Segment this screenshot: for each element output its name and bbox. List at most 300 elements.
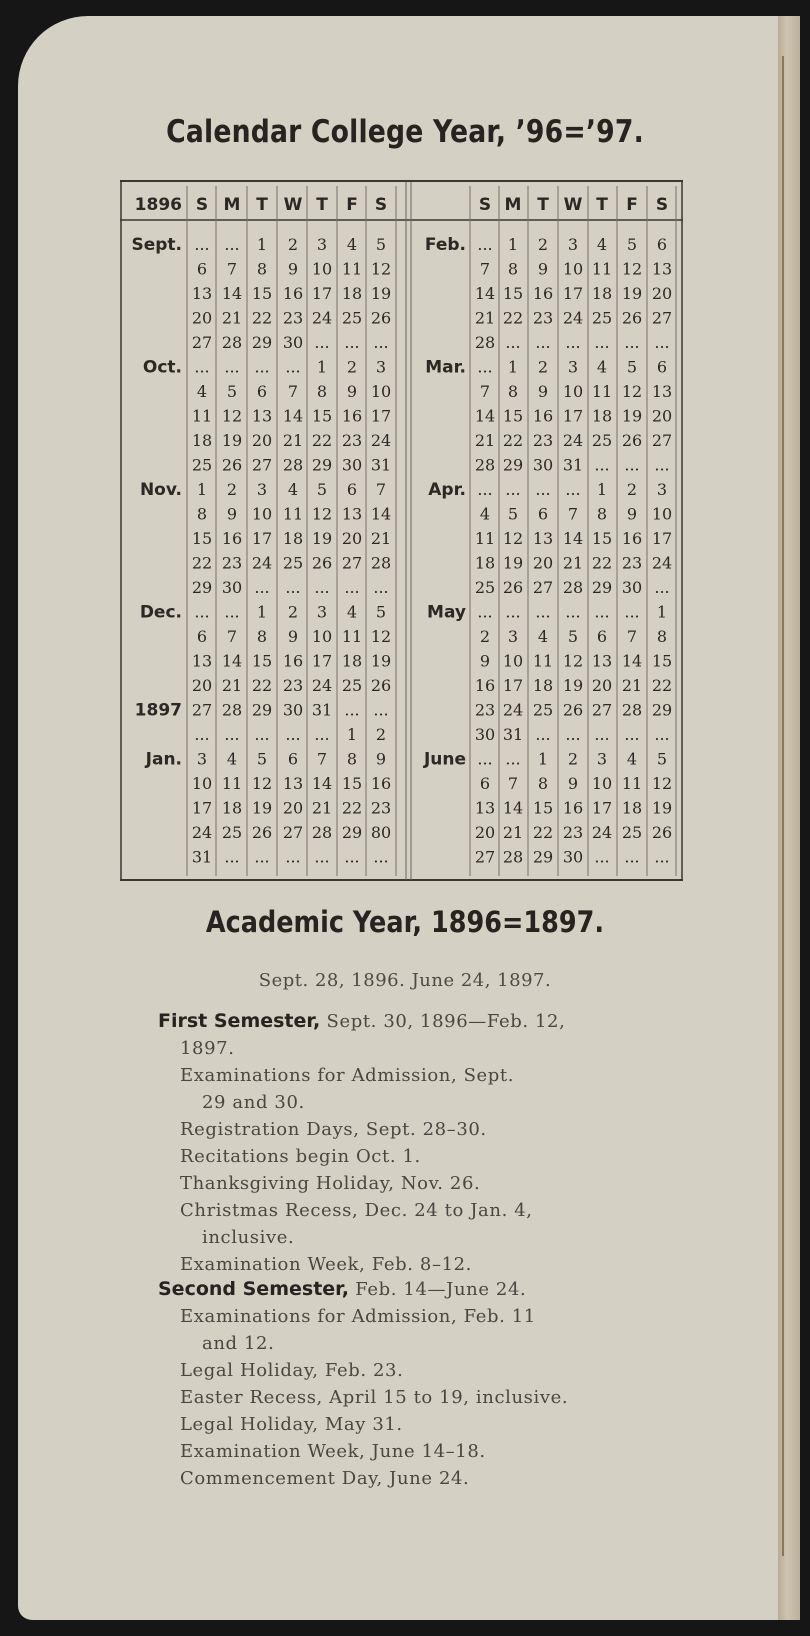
calendar-day: 4 <box>596 357 608 377</box>
calendar-day: 21 <box>474 431 496 450</box>
calendar-day: ... <box>254 847 270 867</box>
calendar-day: 27 <box>251 455 273 475</box>
calendar-day: ... <box>565 333 581 352</box>
calendar-day: ... <box>224 357 240 377</box>
calendar-day: 25 <box>474 578 496 597</box>
left-weekday-header: T <box>316 195 328 215</box>
calendar-day: 2 <box>346 357 358 377</box>
calendar-day: ... <box>373 700 389 720</box>
calendar-day: 14 <box>311 774 333 793</box>
calendar-day: 2 <box>479 627 491 646</box>
calendar-day: 16 <box>221 529 243 548</box>
first-semester-dates-cont: 1897. <box>180 1038 235 1059</box>
calendar-day: 27 <box>651 431 673 450</box>
right-weekday-header: W <box>563 195 583 215</box>
calendar-day: ... <box>594 455 610 475</box>
right-weekday-header: S <box>478 195 492 215</box>
calendar-day: 5 <box>316 480 328 499</box>
calendar-day: ... <box>254 357 270 377</box>
calendar-day: 12 <box>621 259 643 279</box>
calendar-day: 3 <box>507 627 519 646</box>
calendar-day: 15 <box>502 406 524 426</box>
calendar-day: 25 <box>591 308 613 328</box>
calendar-day: 7 <box>507 774 519 793</box>
calendar-day: 21 <box>502 823 524 842</box>
calendar-day: 9 <box>375 749 387 769</box>
calendar-day: 1 <box>507 235 519 254</box>
calendar-day: 9 <box>346 382 358 401</box>
calendar-day: 18 <box>341 284 363 303</box>
calendar-day: 2 <box>537 235 549 254</box>
calendar-day: 23 <box>282 308 304 328</box>
calendar-day: 11 <box>591 259 613 279</box>
calendar-day: 28 <box>502 847 524 867</box>
calendar-day: 14 <box>282 406 304 426</box>
calendar-day: 9 <box>226 504 238 524</box>
calendar-day: 27 <box>474 847 496 867</box>
second-semester-item-text: Examinations for Admission, Feb. 11 <box>180 1306 536 1327</box>
calendar-day: ... <box>194 602 210 622</box>
calendar-day: 24 <box>591 823 613 842</box>
calendar-day: 27 <box>282 823 304 842</box>
calendar-day: ... <box>535 480 551 499</box>
calendar-day: 14 <box>562 529 584 548</box>
calendar-day: 21 <box>562 553 584 573</box>
calendar-day: 10 <box>370 382 392 401</box>
calendar-day: 6 <box>479 774 491 793</box>
calendar-day: ... <box>477 602 493 622</box>
calendar-day: 26 <box>251 823 273 842</box>
calendar-day: 1 <box>256 235 268 254</box>
first-semester-item-text: Examinations for Admission, Sept. <box>180 1065 515 1086</box>
calendar-day: 3 <box>256 480 268 499</box>
calendar-day: ... <box>285 847 301 867</box>
second-semester-item <box>180 1357 678 1384</box>
calendar-day: 23 <box>562 823 584 842</box>
calendar-day: 11 <box>341 627 363 646</box>
calendar-day: 9 <box>537 382 549 401</box>
calendar-day: 7 <box>226 627 238 646</box>
calendar-day: 17 <box>251 529 273 548</box>
first-semester-item-text-cont: inclusive. <box>202 1227 295 1248</box>
calendar-day: 15 <box>591 529 613 548</box>
calendar-day: 17 <box>311 651 333 671</box>
calendar-day: 29 <box>191 578 213 597</box>
calendar-day: 23 <box>532 308 554 328</box>
calendar-day: 1 <box>196 480 208 499</box>
calendar-day: 30 <box>282 333 304 352</box>
first-semester-label: First Semester, <box>158 1010 321 1032</box>
calendar-day: 2 <box>537 357 549 377</box>
calendar-day: 4 <box>196 382 208 401</box>
calendar-day: 22 <box>502 431 524 450</box>
second-semester-item-text-cont: and 12. <box>202 1333 275 1354</box>
month-label: Apr. <box>428 480 466 500</box>
calendar-day: 28 <box>282 455 304 475</box>
calendar-day: 13 <box>341 504 363 524</box>
calendar-day: 7 <box>479 382 491 401</box>
calendar-day: 30 <box>282 700 304 720</box>
calendar-day: 29 <box>251 700 273 720</box>
calendar-day: 29 <box>532 847 554 867</box>
calendar-day: 18 <box>191 431 213 450</box>
calendar-day: ... <box>654 847 670 867</box>
calendar-day: 8 <box>316 382 328 401</box>
calendar-day: 1 <box>507 357 519 377</box>
calendar-day: 21 <box>370 529 392 548</box>
calendar-day: 14 <box>621 651 643 671</box>
calendar-day: 27 <box>341 553 363 573</box>
calendar-day: 10 <box>311 627 333 646</box>
calendar-day: 18 <box>341 651 363 671</box>
calendar-day: 11 <box>341 259 363 279</box>
calendar-day: ... <box>373 847 389 867</box>
calendar-day: ... <box>314 333 330 352</box>
calendar-day: 14 <box>370 504 392 524</box>
calendar-day: 6 <box>656 235 668 254</box>
calendar-day: 1 <box>596 480 608 499</box>
calendar-day: 3 <box>567 235 579 254</box>
calendar-day: 10 <box>311 259 333 279</box>
calendar-day: 17 <box>651 529 673 548</box>
calendar-day: ... <box>535 602 551 622</box>
calendar-day: 13 <box>251 406 273 426</box>
calendar-day: ... <box>654 578 670 597</box>
calendar-day: 25 <box>341 308 363 328</box>
calendar-day: 17 <box>562 406 584 426</box>
left-weekday-header: W <box>283 195 303 215</box>
first-semester-item <box>180 1197 678 1251</box>
calendar-day: 29 <box>591 578 613 597</box>
calendar-day: ... <box>505 333 521 352</box>
second-semester-item <box>180 1384 678 1411</box>
calendar-day: 20 <box>651 284 673 303</box>
calendar-day: 30 <box>621 578 643 597</box>
calendar-day: 17 <box>502 676 524 695</box>
calendar-day: 11 <box>282 504 304 524</box>
calendar-day: ... <box>344 700 360 720</box>
calendar-day: 12 <box>370 259 392 279</box>
calendar-day: 18 <box>591 284 613 303</box>
first-semester-item-text: Thanksgiving Holiday, Nov. 26. <box>180 1173 481 1194</box>
calendar-day: ... <box>285 357 301 377</box>
calendar-day: 21 <box>221 676 243 695</box>
left-weekday-header: S <box>195 195 209 215</box>
calendar-day: 26 <box>370 308 392 328</box>
calendar-day: 22 <box>191 553 213 573</box>
calendar-day: 27 <box>651 308 673 328</box>
first-semester-item <box>180 1116 678 1143</box>
calendar-day: 20 <box>651 406 673 426</box>
calendar-day: 15 <box>191 529 213 548</box>
calendar-day: 19 <box>651 798 673 818</box>
calendar-day: 6 <box>287 749 299 769</box>
calendar-day: 27 <box>191 700 213 720</box>
calendar-day: 18 <box>474 553 496 573</box>
calendar-day: 14 <box>221 651 243 671</box>
second-semester-item-text: Examination Week, June 14–18. <box>180 1441 486 1462</box>
calendar-day: 9 <box>537 259 549 279</box>
second-semester-item-text: Commencement Day, June 24. <box>180 1468 470 1489</box>
calendar-day: 22 <box>651 676 673 695</box>
calendar-day: 12 <box>562 651 584 671</box>
calendar-day: 8 <box>537 774 549 793</box>
calendar-day: 16 <box>532 284 554 303</box>
calendar-day: 20 <box>474 823 496 842</box>
calendar-day: ... <box>314 578 330 597</box>
calendar-day: ... <box>254 578 270 597</box>
calendar-day: 23 <box>474 700 496 720</box>
calendar-day: ... <box>477 749 493 769</box>
calendar-day: 20 <box>532 553 554 573</box>
second-semester-heading <box>158 1276 678 1303</box>
calendar-day: 9 <box>567 774 579 793</box>
right-weekday-header: T <box>537 195 549 215</box>
calendar-day: 13 <box>651 382 673 401</box>
calendar-day: 4 <box>596 235 608 254</box>
calendar-day: 8 <box>656 627 668 646</box>
calendar-day: 30 <box>474 725 496 744</box>
calendar-day: ... <box>535 333 551 352</box>
right-weekday-header: T <box>596 195 608 215</box>
year-label-1896: 1896 <box>134 195 182 215</box>
month-label: Nov. <box>139 480 182 500</box>
calendar-day: 3 <box>656 480 668 499</box>
calendar-day: ... <box>624 333 640 352</box>
second-semester-item-text: Legal Holiday, Feb. 23. <box>180 1360 404 1381</box>
month-label: May <box>427 602 466 623</box>
calendar-day: 1 <box>346 725 358 744</box>
calendar-day: 21 <box>311 798 333 818</box>
calendar-day: 8 <box>507 259 519 279</box>
second-semester-dates: Feb. 14—June 24. <box>355 1279 527 1300</box>
calendar-day: 24 <box>651 553 673 573</box>
calendar-day: 10 <box>191 774 213 793</box>
calendar-day: 15 <box>341 774 363 793</box>
calendar-day: ... <box>624 602 640 622</box>
calendar-day: 23 <box>282 676 304 695</box>
calendar-day: 6 <box>256 382 268 401</box>
calendar-day: 1 <box>537 749 549 769</box>
calendar-day: 2 <box>287 235 299 254</box>
calendar-day: ... <box>194 235 210 254</box>
calendar-day: 9 <box>626 504 638 524</box>
first-semester-heading <box>158 1008 678 1035</box>
calendar-day: 23 <box>532 431 554 450</box>
calendar-day: 3 <box>316 602 328 622</box>
calendar-day: 6 <box>196 627 208 646</box>
calendar-day: 12 <box>251 774 273 793</box>
calendar-day: 3 <box>196 749 208 769</box>
calendar-day: ... <box>624 455 640 475</box>
month-label: Oct. <box>142 357 182 378</box>
calendar-day: 19 <box>370 284 392 303</box>
calendar-day: 19 <box>370 651 392 671</box>
calendar-day: 26 <box>311 553 333 573</box>
month-label: Mar. <box>425 357 466 378</box>
calendar-day: 27 <box>591 700 613 720</box>
calendar-day: ... <box>565 725 581 744</box>
calendar-day: 5 <box>375 602 387 622</box>
academic-year-span: Sept. 28, 1896. June 24, 1897. <box>258 970 552 991</box>
calendar-day: 12 <box>370 627 392 646</box>
calendar-day: 19 <box>502 553 524 573</box>
second-semester-item <box>180 1303 678 1357</box>
calendar-day: ... <box>505 602 521 622</box>
calendar-day: 20 <box>282 798 304 818</box>
calendar-day: 20 <box>191 308 213 328</box>
calendar-day: 6 <box>537 504 549 524</box>
calendar-day: 13 <box>282 774 304 793</box>
calendar-day: ... <box>654 333 670 352</box>
calendar-day: 4 <box>346 235 358 254</box>
calendar-day: 31 <box>562 455 584 475</box>
second-semester-item <box>180 1411 678 1438</box>
calendar-day: 11 <box>474 529 496 548</box>
calendar-day: 18 <box>621 798 643 818</box>
calendar-day: 26 <box>221 455 243 475</box>
calendar-day: 28 <box>474 455 496 475</box>
calendar-day: 10 <box>251 504 273 524</box>
calendar-day: 10 <box>651 504 673 524</box>
calendar-day: 3 <box>316 235 328 254</box>
first-semester-dates: Sept. 30, 1896—Feb. 12, <box>326 1011 566 1032</box>
calendar-day: 20 <box>341 529 363 548</box>
calendar-day: ... <box>285 578 301 597</box>
calendar-day: 7 <box>375 480 387 499</box>
calendar-day: 28 <box>562 578 584 597</box>
calendar-day: 1 <box>256 602 268 622</box>
calendar-day: 26 <box>621 431 643 450</box>
calendar-day: 30 <box>562 847 584 867</box>
calendar-day: 25 <box>341 676 363 695</box>
calendar-day: 5 <box>626 235 638 254</box>
calendar-day: 20 <box>251 431 273 450</box>
calendar-day: 24 <box>311 308 333 328</box>
calendar-day: ... <box>624 847 640 867</box>
calendar-day: ... <box>654 455 670 475</box>
calendar-day: 6 <box>346 480 358 499</box>
calendar-title: Calendar College Year, ’96=’97. <box>166 114 644 150</box>
calendar-day: 5 <box>626 357 638 377</box>
calendar-day: 23 <box>341 431 363 450</box>
first-semester-item-text: Registration Days, Sept. 28–30. <box>180 1119 487 1140</box>
second-semester-item <box>180 1465 678 1492</box>
calendar-day: ... <box>565 602 581 622</box>
calendar-day: 25 <box>221 823 243 842</box>
calendar-day: 28 <box>311 823 333 842</box>
calendar-day: 30 <box>341 455 363 475</box>
calendar-day: 15 <box>251 284 273 303</box>
calendar-day: 16 <box>341 406 363 426</box>
calendar-day: 14 <box>474 406 496 426</box>
calendar-day: ... <box>594 847 610 867</box>
calendar-day: 17 <box>591 798 613 818</box>
calendar-day: 7 <box>567 504 579 524</box>
calendar-day: 22 <box>251 308 273 328</box>
left-weekday-header: M <box>223 195 241 215</box>
calendar-day: 16 <box>282 284 304 303</box>
calendar-day: 15 <box>251 651 273 671</box>
calendar-day: 21 <box>474 308 496 328</box>
calendar-day: 6 <box>596 627 608 646</box>
first-semester <box>158 1008 678 1278</box>
calendar-day: 8 <box>256 259 268 279</box>
calendar-day: 13 <box>651 259 673 279</box>
month-label: Feb. <box>424 235 466 255</box>
calendar-day: 9 <box>479 651 491 671</box>
calendar-day: ... <box>654 725 670 744</box>
calendar-day: ... <box>624 725 640 744</box>
calendar-day: 31 <box>502 725 524 744</box>
calendar-day: 13 <box>591 651 613 671</box>
calendar-day: 6 <box>656 357 668 377</box>
calendar-day: 10 <box>562 259 584 279</box>
calendar-day: 16 <box>370 774 392 793</box>
calendar-day: 28 <box>221 333 243 352</box>
calendar-day: 29 <box>341 823 363 842</box>
calendar-day: 31 <box>191 847 213 867</box>
calendar-day: 29 <box>251 333 273 352</box>
calendar-day: 18 <box>591 406 613 426</box>
calendar-day: 23 <box>221 553 243 573</box>
calendar-day: 21 <box>621 676 643 695</box>
calendar-day: 4 <box>479 504 491 524</box>
first-semester-item <box>180 1251 678 1278</box>
calendar-day: ... <box>285 725 301 744</box>
calendar-day: 20 <box>191 676 213 695</box>
calendar-day: 19 <box>221 431 243 450</box>
calendar-day: ... <box>194 725 210 744</box>
calendar-day: 26 <box>502 578 524 597</box>
calendar-day: ... <box>373 578 389 597</box>
calendar-day: 26 <box>370 676 392 695</box>
calendar-day: 12 <box>311 504 333 524</box>
calendar-day: 7 <box>626 627 638 646</box>
calendar-day: 25 <box>191 455 213 475</box>
calendar-day: 12 <box>621 382 643 401</box>
left-weekday-header: S <box>374 195 388 215</box>
calendar-day: 22 <box>591 553 613 573</box>
calendar-day: 4 <box>346 602 358 622</box>
calendar-day: 2 <box>567 749 579 769</box>
calendar-day: 5 <box>226 382 238 401</box>
second-semester-item-text: Easter Recess, April 15 to 19, inclusive. <box>180 1387 569 1408</box>
calendar-day: 7 <box>316 749 328 769</box>
calendar-day: 8 <box>196 504 208 524</box>
calendar-day: 29 <box>502 455 524 475</box>
calendar-day: ... <box>224 725 240 744</box>
calendar-day: 11 <box>221 774 243 793</box>
calendar-day: 11 <box>621 774 643 793</box>
academic-year-title: Academic Year, 1896=1897. <box>205 905 605 939</box>
second-semester-item <box>180 1438 678 1465</box>
first-semester-item <box>180 1143 678 1170</box>
second-semester <box>158 1276 678 1492</box>
calendar-day: 31 <box>370 455 392 475</box>
calendar-day: 24 <box>370 431 392 450</box>
calendar-day: 80 <box>370 823 392 842</box>
calendar-day: 26 <box>621 308 643 328</box>
calendar-day: 19 <box>251 798 273 818</box>
calendar-day: 31 <box>311 700 333 720</box>
calendar-day: ... <box>477 235 493 254</box>
calendar-day: 7 <box>287 382 299 401</box>
calendar-day: ... <box>194 357 210 377</box>
calendar-day: 29 <box>651 700 673 720</box>
calendar-day: 29 <box>311 455 333 475</box>
calendar-day: 24 <box>251 553 273 573</box>
